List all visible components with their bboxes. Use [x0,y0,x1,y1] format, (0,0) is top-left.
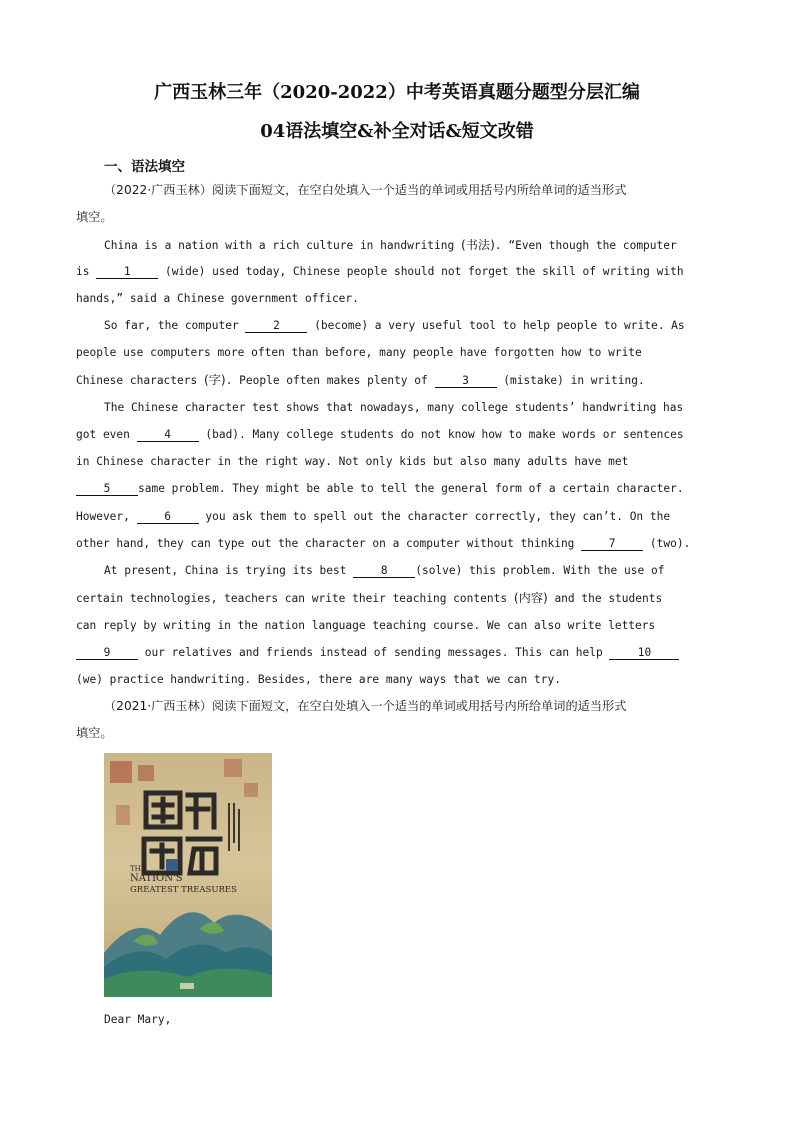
letter-salutation: Dear Mary, [104,1013,172,1026]
passage-line: (we) practice handwriting. Besides, there are many ways that we can try. [76,673,561,686]
instruction-2021-cont: 填空。 [76,726,113,740]
passage-line: other hand, they can type out the character on a computer without thinking 7 (two). [76,537,691,550]
instruction-2021: （2021·广西玉林）阅读下面短文，在空白处填入一个适当的单词或用括号内所给单词的适当形式 [104,699,627,713]
passage-line: The Chinese character test shows that nowadays, many college students’ handwriting has [104,401,684,414]
passage-line: is 1 (wide) used today, Chinese people should not forget the skill of writing with [76,265,684,278]
cover-text-the: THE [130,865,146,873]
blank-1: 1 [96,265,158,279]
instruction-2022: （2022·广西玉林）阅读下面短文，在空白处填入一个适当的单词或用括号内所给单词的适当形式 [104,183,627,197]
cover-text-treasures: GREATEST TREASURES [130,885,237,895]
passage-line: Chinese characters (字). People often makes plenty of 3 (mistake) in writing. [76,373,645,387]
passage-line: However, 6 you ask them to spell out the character correctly, they can’t. On the [76,510,671,523]
blank-7: 7 [581,537,643,551]
passage-line: got even 4 (bad). Many college students do not know how to make words or sentences [76,428,684,441]
passage-line: At present, China is trying its best 8 (solve) this problem. With the use of [104,564,665,577]
blank-8: 8 [353,564,415,578]
blank-3: 3 [435,374,497,388]
passage-line: can reply by writing in the nation language teaching course. We can also write letters [76,619,656,632]
document-title: 广西玉林三年（2020-2022）中考英语真题分题型分层汇编 [154,82,640,103]
passage-line: in Chinese character in the right way. Not only kids but also many adults have met [76,455,629,468]
passage-line: So far, the computer 2 (become) a very useful tool to help people to write. As [104,319,685,332]
blank-10: 10 [609,646,679,660]
book-cover-image [104,753,272,997]
blank-2: 2 [245,319,307,333]
section-heading: 一、语法填空 [104,159,185,175]
passage-line: China is a nation with a rich culture in handwriting (书法). “Even though the computer [104,238,677,252]
blank-9: 9 [76,646,138,660]
passage-line: hands,” said a Chinese government officer. [76,292,359,305]
passage-line: 9 our relatives and friends instead of sending messages. This can help 10 [76,645,716,661]
cover-text-nations: NATION'S [130,873,183,884]
document-subtitle: 04语法填空&补全对话&短文改错 [260,121,534,142]
blank-5: 5 [76,482,138,496]
instruction-2022-cont: 填空。 [76,210,113,224]
passage-line: certain technologies, teachers can write their teaching contents (内容) and the students [76,591,663,605]
blank-4: 4 [137,428,199,442]
passage-line: 5 same problem. They might be able to tell the general form of a certain character. [76,481,716,497]
blank-6: 6 [137,510,199,524]
passage-line: people use computers more often than before, many people have forgotten how to write [76,346,642,359]
